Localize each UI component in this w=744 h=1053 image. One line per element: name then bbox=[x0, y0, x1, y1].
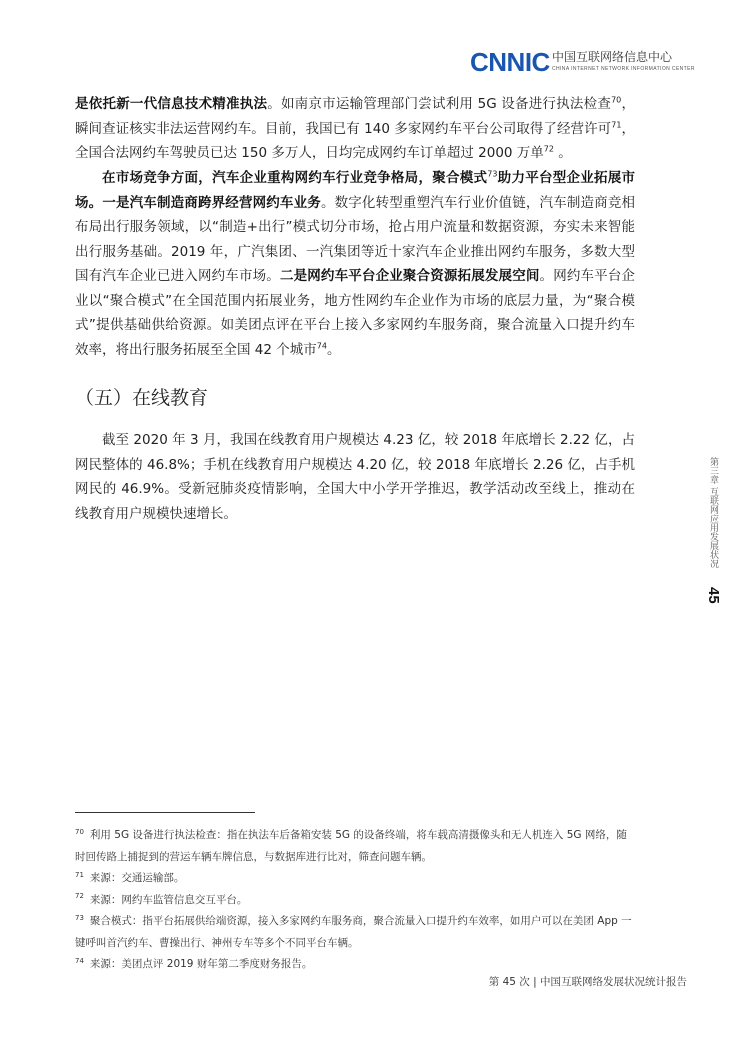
footnote-text: 聚合模式：指平台拓展供给端资源，接入多家网约车服务商，聚合流量入口提升约车效率，如用户可以在美团 App 一键呼叫首汽约车、曹操出行、神州专车等多个不同平台车辆。 bbox=[75, 915, 632, 949]
footnote-71 bbox=[75, 868, 635, 890]
logo-mark: CNNIC bbox=[470, 47, 550, 77]
footnote-text: 利用 5G 设备进行执法检查：指在执法车后备箱安装 5G 的设备终端，将车载高清摄像头和无人机连入 5G 网络，随时回传路上捕捉到的营运车辆车牌信息，与数据库进行比对，筛查问题车辆。 bbox=[75, 829, 627, 863]
footnote-ref-73[interactable]: 73 bbox=[487, 169, 498, 179]
footnote-text: 来源：交通运输部。 bbox=[89, 872, 185, 884]
bold-lead: 是依托新一代信息技术精准执法 bbox=[75, 96, 268, 112]
footnote-ref-70[interactable]: 70 bbox=[611, 95, 622, 105]
footnote-72 bbox=[75, 890, 635, 912]
para1-text-b: ，瞬间查证核实非法运营网约车。目前，我国已有 140 多家网约车平台公司取得了经营许可 bbox=[75, 96, 636, 137]
footnote-ref-72[interactable]: 72 bbox=[543, 144, 554, 154]
logo-english-name: CHINA INTERNET NETWORK INFORMATION CENTER bbox=[552, 66, 695, 72]
bold-a: 在市场竞争方面，汽车企业重构网约车行业竞争格局，聚合模式 bbox=[102, 170, 488, 186]
footnote-num: 72 bbox=[75, 892, 84, 900]
para2-text-a: 。数字化转型重塑汽车行业价值链，汽车制造商竞相布局出行服务领域，以“制造+出行”模式切分市场，抢占用户流量和数据资源，夯实未来智能出行服务基础。2019 年，广汽集团、一汽集团等近十家汽车企业推出网约车服务，多数大型国有汽车企业已进入网约车市场。 bbox=[75, 194, 636, 284]
side-page-number: 45 bbox=[705, 587, 722, 604]
para1-text-c: ，全国合法网约车驾驶员已达 150 多万人，日均完成网约车订单超过 2000 万单 bbox=[75, 120, 635, 161]
footnote-text: 来源：网约车监管信息交互平台。 bbox=[89, 893, 248, 906]
footnote-num: 71 bbox=[75, 870, 84, 879]
paragraph-online-education: 截至 2020 年 3 月，我国在线教育用户规模达 4.23 亿，较 2018 年底增长 2.22 亿，占网民整体的 46.8%；手机在线教育用户规模达 4.20 亿，较 2018 年底增长 2.26 亿，占手机网民的 46.9%。受新冠肺炎疫情影响，全国大中小学开学推迟，教学活动改至线上，推动在线教育用户规模快速增长。 bbox=[75, 432, 635, 522]
footnote-num: 74 bbox=[75, 956, 84, 965]
footnote-73 bbox=[75, 911, 635, 954]
footnote-74 bbox=[75, 954, 635, 976]
paragraph-market-competition bbox=[75, 166, 635, 362]
bold-b: 助力平台型企业拓展市场。一是汽车制造商跨界经营网约车业务 bbox=[75, 170, 636, 211]
logo-chinese-name: 中国互联网络信息中心 bbox=[552, 50, 673, 64]
cnnic-logo bbox=[470, 46, 695, 82]
footnote-divider bbox=[75, 812, 255, 813]
paragraph-ride-hailing-enforcement bbox=[75, 92, 635, 166]
footnote-ref-74[interactable]: 74 bbox=[316, 341, 327, 350]
page-footer: 第 45 次 | 中国互联网络发展状况统计报告 bbox=[488, 976, 687, 988]
para2-text-b: 。网约车平台企业以“聚合模式”在全国范围内拓展业务，地方性网约车企业作为市场的底层力量，为“聚合模式”提供基础供给资源。如美团点评在平台上接入多家网约车服务商，聚合流量入口提升约车效率，将出行服务拓展至全国 42 个城市 bbox=[75, 268, 636, 358]
para1-text-a: 。如南京市运输管理部门尝试利用 5G 设备进行执法检查 bbox=[267, 96, 612, 112]
footnote-70 bbox=[75, 825, 635, 868]
footnote-ref-71[interactable]: 71 bbox=[611, 120, 622, 129]
footnote-num: 73 bbox=[75, 913, 84, 922]
footnote-text: 来源：美团点评 2019 财年第二季度财务报告。 bbox=[89, 958, 313, 970]
side-chapter-label: 第三章 互联网应用发展状况 bbox=[708, 457, 718, 568]
bold-c: 二是网约车平台企业聚合资源拓展发展空间 bbox=[279, 268, 540, 284]
para2-text-c: 。 bbox=[326, 341, 341, 358]
section-heading-online-education: （五）在线教育 bbox=[75, 387, 209, 409]
para1-text-d: 。 bbox=[553, 145, 572, 161]
footnotes bbox=[75, 825, 635, 976]
footnote-num: 70 bbox=[75, 827, 84, 836]
